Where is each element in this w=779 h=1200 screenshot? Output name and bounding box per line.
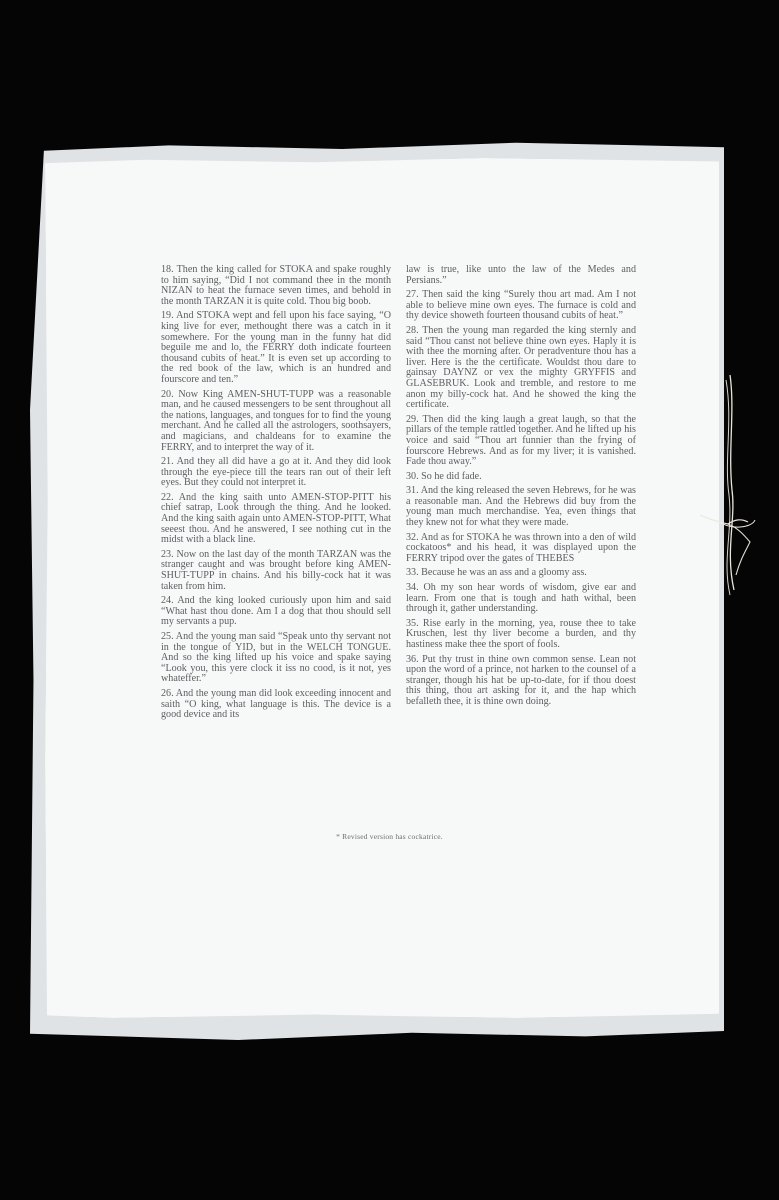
verse-23: 23. Now on the last day of the month TARZAN was the stranger caught and was brought before king AMEN-SHUT-TUPP in chains. And his billy-cock hat it was taken from him. [161, 548, 391, 592]
verse-30: 30. So he did fade. [406, 470, 482, 482]
footnote: * Revised version has cockatrice. [336, 832, 443, 841]
verse-22: 22. And the king saith unto AMEN-STOP-PITT his chief satrap, Look through the thing. And he looked. And the king saith again unto AMEN-STOP-PITT, What seeest thou. And he answered, I see nothing cut in the midst with a black line. [161, 491, 391, 546]
verse-35: 35. Rise early in the morning, yea, rouse thee to take Kruschen, lest thy liver become a burden, and thy hastiness make thee the sport of fools. [406, 617, 636, 650]
verse-32: 32. And as for STOKA he was thrown into a den of wild cockatoos* and his head, it was displayed upon the FERRY tripod over the gates of THEBES [406, 531, 636, 564]
verse-33: 33. Because he was an ass and a gloomy ass. [406, 567, 587, 579]
verse-34: 34. Oh my son hear words of wisdom, give ear and learn. From one that is tough and hath withal, been through it, gather understanding. [406, 582, 636, 615]
verse-25: 25. And the young man said “Speak unto thy servant not in the tongue of YID, but in the WELCH TONGUE. And so the king lifted up his voice and spake saying “Look you, this yere clock it iss no cood, is it not, yes whateffer.” [161, 631, 391, 685]
verse-31: 31. And the king released the seven Hebrews, for he was a reasonable man. And the Hebrews did buy from the young man much merchandise. Yea, even things that they knew not for what they were made. [406, 485, 636, 529]
verse-18: 18. Then the king called for STOKA and spake roughly to him saying, “Did I not command thee in the month NIZAN to heat the furnace seven times, and behold in the month TARZAN it is quite cold. Thou big boob. [161, 264, 391, 307]
verse-28: 28. Then the young man regarded the king sternly and said “Thou canst not believe thine own eyes. Haply it is with thee the morning after. Or peradventure thou has a liver. Here is the the certificate. Wouldst thou dare to gainsay DAYNZ or vex the mighty GRYFFIS and GLASEBRUK. Look and tremble, and restore to me anon my billy-cock hat. And he showed the king the certificate. [406, 324, 636, 411]
verse-24: 24. And the king looked curiously upon him and said “What hast thou done. Am I a dog that thou should sell my servants a pup. [161, 595, 391, 628]
left-text-column [161, 265, 391, 725]
verse-20: 20. Now King AMEN-SHUT-TUPP was a reasonable man, and he caused messengers to be sent throughout all the nations, languages, and tongues for to find the young merchant. And he called all the astrologers, soothsayers, and magicians, and chaldeans for to examine the FERRY, and to interpret the way of it. [161, 388, 391, 453]
verse-29: 29. Then did the king laugh a great laugh, so that the pillars of the temple rattled together. And he lifted up his voice and said “Thou art funnier than the frying of fourscore Hebrews. And as for my liver; it is vanished. Fade thou away.” [406, 413, 636, 468]
verse-26-continued: law is true, like unto the law of the Medes and Persians.” [406, 264, 636, 286]
verse-21: 21. And they all did have a go at it. And they did look through the eye-piece till the tears ran out of their left eyes. But they could not interpret it. [161, 456, 391, 489]
binding-string [700, 370, 770, 600]
verse-19: 19. And STOKA wept and fell upon his face saying, “O king live for ever, methought there was a catch in it somewhere. For the young man in the funny hat did beguile me and lo, the FERRY doth indicate fourteen thousand cubits of heat.” It is even set up according to the red book of the law, which is an hundred and fourscore and ten.” [161, 310, 391, 385]
verse-26: 26. And the young man did look exceeding innocent and saith “O king, what language is this. The device is a good device and its [161, 687, 391, 721]
right-text-column [406, 265, 636, 712]
verse-27: 27. Then said the king “Surely thou art mad. Am I not able to believe mine own eyes. The furnace is cold and thy device showeth fourteen thousand cubits of heat.” [406, 289, 636, 322]
verse-36: 36. Put thy trust in thine own common sense. Lean not upon the word of a prince, not harken to the counsel of a stranger, though his hat be up-to-date, for if thou doest this thing, thou art asking for it, and the hap which befalleth thee, it is thine own doing. [406, 653, 636, 707]
